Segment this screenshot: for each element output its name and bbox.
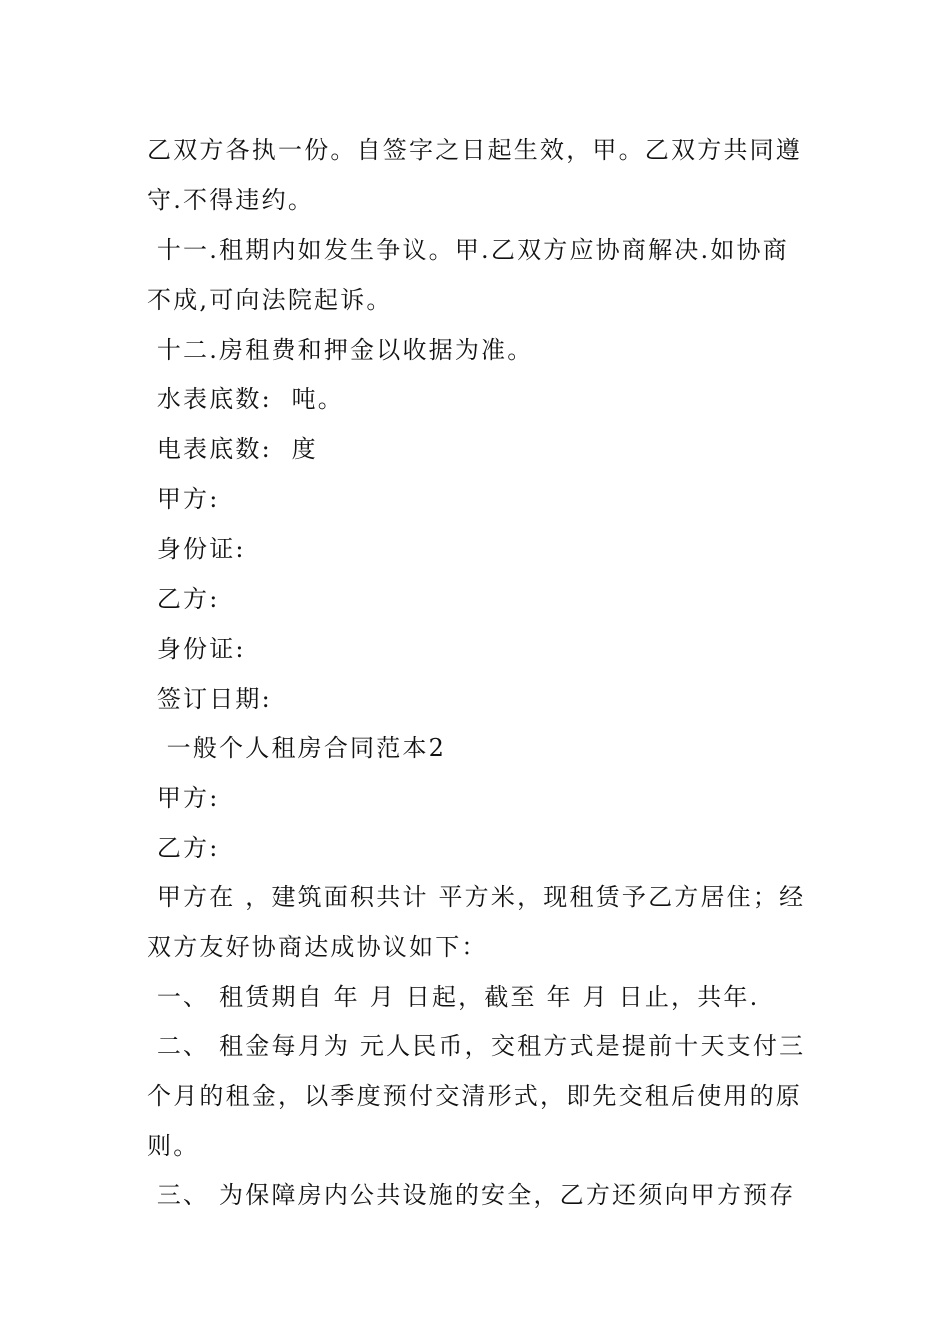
text-line: 电表底数: 度 xyxy=(147,435,318,463)
text-line: 乙方: xyxy=(147,585,220,613)
text-line: 签订日期: xyxy=(147,685,272,713)
text-line: 个月的租金，以季度预付交清形式，即先交租后使用的原 xyxy=(147,1082,802,1110)
text-line: 二、 租金每月为 元人民币，交租方式是提前十天支付三 xyxy=(147,1032,806,1060)
text-line: 十一.租期内如发生争议。甲.乙双方应协商解决.如协商 xyxy=(147,236,789,264)
text-line: 身份证: xyxy=(147,535,246,563)
text-line: 甲方: xyxy=(147,485,220,513)
text-line: 乙双方各执一份。自签字之日起生效，甲。乙双方共同遵 xyxy=(147,136,802,164)
text-line: 则。 xyxy=(147,1132,200,1160)
text-line: 乙方: xyxy=(147,834,220,862)
text-line: 水表底数: 吨。 xyxy=(147,385,344,413)
text-line: 甲方: xyxy=(147,784,220,812)
text-line: 十二.房租费和押金以收据为准。 xyxy=(147,336,534,364)
text-line: 三、 为保障房内公共设施的安全，乙方还须向甲方预存 xyxy=(147,1181,796,1209)
text-line: 一、 租赁期自 年 月 日起，截至 年 月 日止，共年. xyxy=(147,983,760,1011)
text-line: 守.不得违约。 xyxy=(147,186,315,214)
text-line: 甲方在 ，建筑面积共计 平方米，现租赁予乙方居住；经 xyxy=(147,883,806,911)
section-heading: 一般个人租房合同范本2 xyxy=(147,734,447,762)
text-line: 双方友好协商达成协议如下： xyxy=(147,933,488,961)
text-line: 不成,可向法院起诉。 xyxy=(147,286,393,314)
text-line: 身份证: xyxy=(147,635,246,663)
